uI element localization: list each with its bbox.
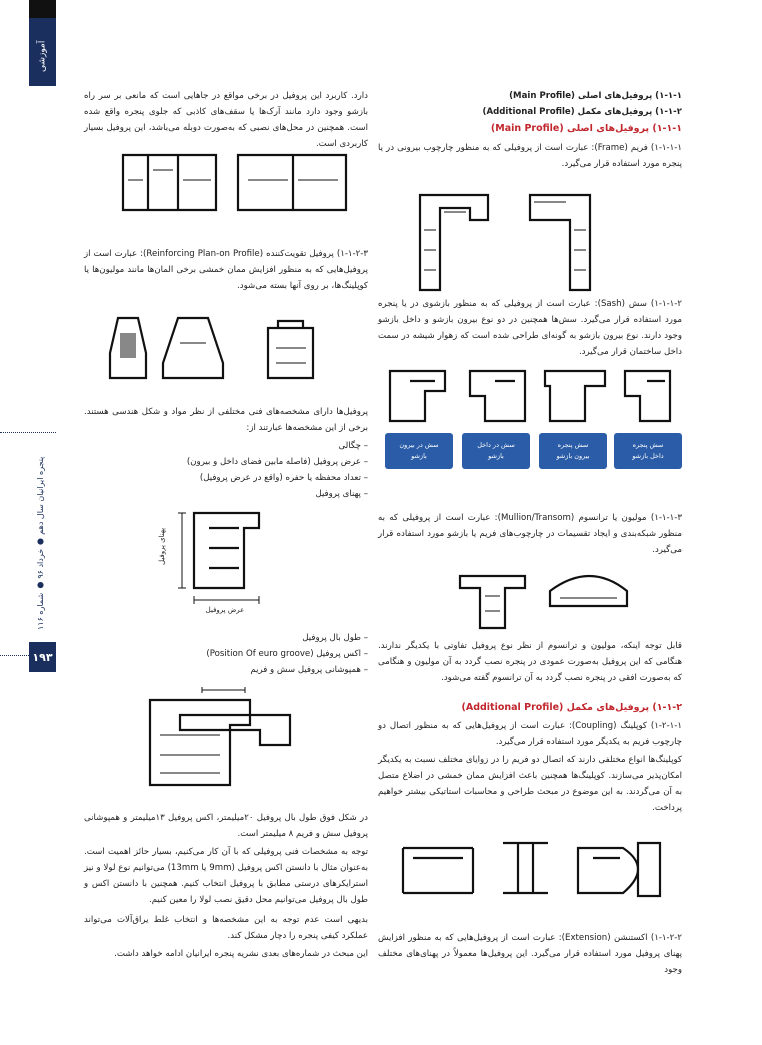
- margin-divider-bottom: [0, 655, 29, 656]
- note-paragraph: توجه به مشخصات فنی پروفیلی که با آن کار می‌کنیم، بسیار حائز اهمیت است. به‌عنوان مثال با دانستن اکس پروفیل (9mm یا 13mm) می‌توانیم نوع لولا و نیز استرایکرهای درستی مطابق با پروفیل انتخاب کنیم. همچنین با دانستن اکس و طول بال پروفیل می‌توانیم محل دقیق نصب لولا را معین کنیم.: [84, 847, 368, 905]
- sash-profiles-figure: [385, 366, 675, 426]
- sash-caption-3-line2: بیرون بازشو: [556, 452, 590, 460]
- coupling-profiles-figure: [398, 838, 666, 898]
- sash-caption-2-line1: سش در داخل: [477, 441, 515, 449]
- extension-profiles-figure: [118, 150, 350, 216]
- sash-caption-3: [539, 433, 607, 469]
- margin-banner-top: [29, 0, 56, 18]
- sash-caption-1-line1: سش در بیرون: [399, 441, 439, 449]
- extension-paragraph: ۱-۱-۲-۲) اکستنشن (Extension): عبارت است از پروفیل‌هایی که به منظور افزایش پهنای پروفیل مورد استفاده قرار می‌گیرد. این پروفیل‌ها معمولاً در پهنای‌های مختلف وجود: [378, 933, 682, 975]
- toc-item-main: ۱-۱-۱) پروفیل‌های اصلی (Main Profile): [509, 91, 682, 101]
- property-item: – طول بال پروفیل: [302, 633, 368, 643]
- sash-paragraph: ۱-۱-۱-۲) سش (Sash): عبارت است از پروفیلی که به منظور بازشوی در یا پنجره مورد استفاده قرار می‌گیرد. سش‌ها همچنین در دو نوع بیرون بازشو و داخل بازشو وجود دارند. نوع بیرون بازشو به گونه‌ای طراحی شده است که زهوار شیشه در سمت داخل ساختمان قرار می‌گیرد.: [378, 299, 683, 357]
- coupling-note: کوپلینگ‌ها انواع مختلفی دارند که اتصال دو فریم را در زوایای مختلف نسبت به یکدیگر امکان‌پذیر می‌سازند. کوپلینگ‌ها همچنین باعث افزایش ممان خمشی در اضلاع متصل به آن می‌گردند. به این موضوع در مبحث طراحی و محاسبات استاتیکی بیشتر خواهیم پرداخت.: [378, 755, 682, 813]
- category-label: آموزشی: [37, 40, 48, 72]
- sash-caption-1: [385, 433, 453, 469]
- coupling-paragraph: ۱-۲-۱-۱) کوپلینگ (Coupling): عبارت است از پروفیل‌هایی که به منظور اتصال دو چارچوب فریم به یکدیگر مورد استفاده قرار می‌گیرد.: [378, 721, 682, 747]
- profile-width-label: پهنای پروفیل: [158, 528, 166, 566]
- sash-caption-4-line1: سش پنجره: [632, 441, 664, 449]
- mullion-paragraph: ۱-۱-۱-۳) مولیون یا ترانسوم (Mullion/Transom): عبارت است از پروفیلی که به منظور شبکه‌بندی و ایجاد تقسیمات در چارچوب‌های فریم یا بازشو مورد استفاده قرار می‌گیرد.: [378, 513, 682, 555]
- properties-intro: پروفیل‌ها دارای مشخصه‌های فنی مختلفی از نظر مواد و شکل هندسی هستند. برخی از این مشخصه‌ها عبارتند از:: [84, 407, 368, 433]
- profile-dimension-figure: [164, 508, 284, 608]
- page-number: ۱۹۳: [29, 642, 56, 672]
- property-item: – اکس پروفیل (Position Of euro groove): [206, 649, 368, 659]
- reinforcing-paragraph: ۱-۱-۲-۳) پروفیل تقویت‌کننده (Reinforcing Plan-on Profile): عبارت است از پروفیل‌هایی که به منظور افزایش ممان خمشی برخی المان‌ها مانند مولیون‌ها یا کوپلینگ‌ها، بر روی آنها بسته می‌شود.: [84, 249, 368, 291]
- sash-caption-3-line1: سش پنجره: [557, 441, 589, 449]
- property-item: – چگالی: [338, 441, 368, 451]
- warning-paragraph: بدیهی است عدم توجه به این مشخصه‌ها و انتخاب غلط یراق‌آلات می‌تواند عملکرد کیفی پنجره را دچار مشکل کند.: [84, 915, 368, 941]
- frame-profiles-figure: [410, 190, 600, 298]
- frame-paragraph: ۱-۱-۱-۱) فریم (Frame): عبارت است از پروفیلی که به منظور چارچوب بیرونی در یا پنجره مورد استفاده قرار می‌گیرد.: [378, 143, 682, 169]
- reinforcing-profiles-figure: [108, 313, 320, 385]
- extension-continued-paragraph: دارد. کاربرد این پروفیل در برخی مواقع در جاهایی است که مانعی بر سر راه بازشو وجود دارد مانند آرک‌ها یا سقف‌های کاذبی که جلوی پنجره واقع شده است. همچنین در محل‌های نصبی که به‌صورت دوبله می‌باشد، این پروفیل بسیار کاربردی است.: [84, 91, 368, 149]
- sash-caption-1-line2: بازشو: [411, 452, 427, 460]
- section-heading-additional: ۱-۱-۲) پروفیل‌های مکمل (Additional Profile): [461, 702, 682, 713]
- mullion-note: قابل توجه اینکه، مولیون و ترانسوم از نظر نوع پروفیل تفاوتی با یکدیگر ندارند. هنگامی که این پروفیل به‌صورت عمودی در پنجره نصب گردد به آن مولیون و هنگامی که به‌صورت افقی در پنجره نصب گردد به آن ترانسوم گفته می‌شود.: [378, 641, 682, 683]
- property-item: – همپوشانی پروفیل سش و فریم: [250, 665, 368, 675]
- properties-list-2: [84, 630, 368, 678]
- closing-paragraph: این مبحث در شماره‌های بعدی نشریه پنجره ایرانیان ادامه خواهد داشت.: [114, 949, 368, 959]
- sash-caption-2-line2: بازشو: [488, 452, 504, 460]
- property-item: – تعداد محفظه یا حفره (واقع در عرض پروفیل): [199, 473, 368, 483]
- property-item: – پهنای پروفیل: [315, 489, 368, 499]
- properties-list: [84, 438, 368, 502]
- toc-item-additional: ۱-۱-۲) پروفیل‌های مکمل (Additional Profile): [482, 107, 682, 117]
- profile-depth-label: عرض پروفیل: [205, 606, 245, 614]
- section-heading-main: ۱-۱-۱) پروفیل‌های اصلی (Main Profile): [490, 123, 682, 134]
- mullion-profiles-figure: [455, 566, 635, 632]
- sash-caption-2: [462, 433, 530, 469]
- magazine-issue-line: پنجره ایرانیان سال دهم ● خرداد ۹۶ ● شماره ۱۱۶: [36, 456, 45, 630]
- example-paragraph: در شکل فوق طول بال پروفیل ۲۰میلیمتر، اکس پروفیل ۱۳میلیمتر و همپوشانی پروفیل سش و فریم ۸ میلیمتر است.: [84, 813, 368, 839]
- sash-caption-4: [614, 433, 682, 469]
- property-item: – عرض پروفیل (فاصله مابین فضای داخل و بیرون): [186, 457, 368, 467]
- sash-caption-4-line2: داخل بازشو: [632, 452, 664, 460]
- sash-frame-overlap-figure: [140, 685, 300, 791]
